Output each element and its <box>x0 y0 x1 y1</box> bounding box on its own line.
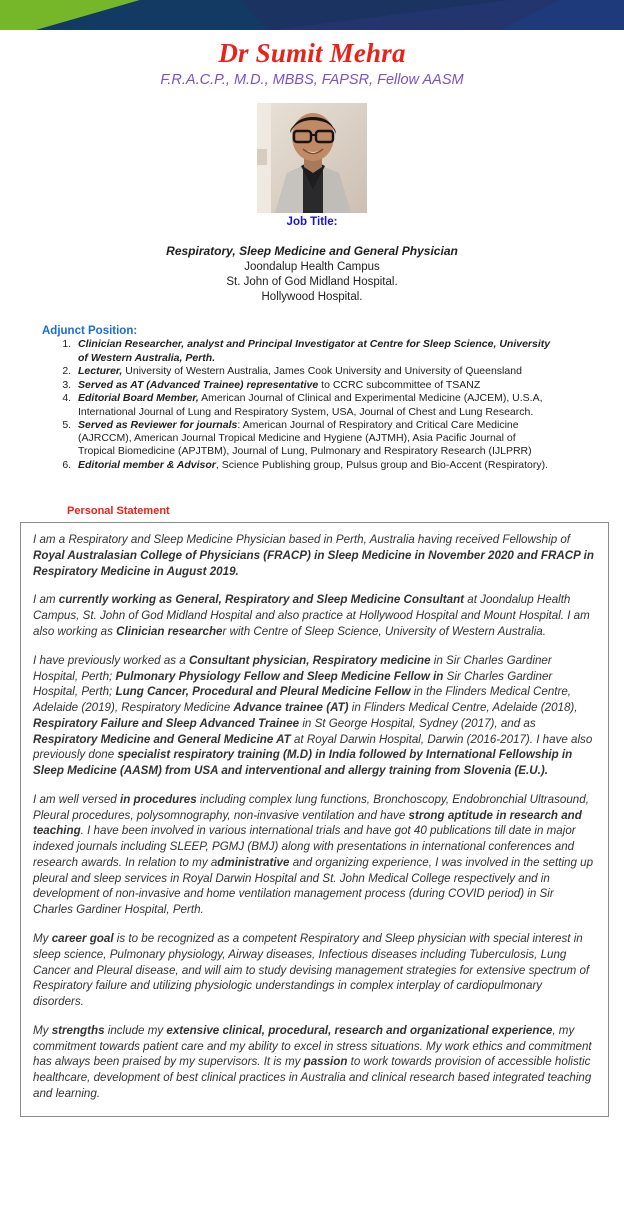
list-item <box>74 459 554 472</box>
ps-emphasis: Royal Australasian College of Physicians (FRACP) in Sleep Medicine in November 2020 and FRACP in Respiratory Medicine in August 2019. <box>33 548 594 578</box>
ps-text: include my <box>104 1023 167 1037</box>
ps-emphasis: currently working as General, Respiratory and Sleep Medicine Consultant <box>58 593 465 607</box>
adjunct-position-label: Adjunct Position: <box>42 325 138 338</box>
ps-text: I am a Respiratory and Sleep Medicine Physician based in Perth, Australia having received Fellowship of <box>33 533 571 547</box>
personal-statement-paragraph <box>33 592 596 639</box>
adjunct-item-bold: Served as Reviewer for journals <box>78 419 238 432</box>
ps-text: , my commitment towards patient care and my ability to excel in stress situations. My work ethics and commitment has always been praised by my supervisors. It is my <box>33 1023 592 1069</box>
adjunct-item-bold: Editorial Board Member, <box>78 392 199 405</box>
ps-text: in the Flinders Medical Centre, Adelaide (2019), Respiratory Medicine <box>33 685 572 715</box>
ps-text: Sir Charles Gardiner Hospital, Perth; <box>33 669 553 699</box>
ps-text: . I have been involved in various international trials and have got 40 publications till date in major indexed journals including SLEEP, PGMJ (BMJ) along with presentations in international conferences and research awards. In relation to my a <box>33 824 576 869</box>
ps-text: in Flinders Medical Centre, Adelaide (2018), <box>348 701 578 715</box>
adjunct-item-bold: Clinician Researcher, analyst and Principal Investigator at Centre for Sleep Science, University of Western Australia, Perth. <box>78 338 551 364</box>
ps-text: and organizing experience, I was involved in the setting up pleural and sleep services in Royal Darwin Hospital and St. John Medical College respectively and in development of non-invasive and home ventilation management process (during COVID period) in Sir Charles Gardiner Hospital, Perth. <box>33 855 594 917</box>
ps-text: to work towards provision of accessible holistic healthcare, development of best clinical practices in Australia and clinical research based integrated teaching and learning. <box>33 1055 592 1100</box>
ps-text: at Joondalup Health Campus, St. John of God Midland Hospital and also practice at Hollywood Hospital and Mount Hospital. I am also working as <box>33 593 590 638</box>
ps-emphasis: specialist respiratory training (M.D) in India followed by International Fellowship in Sleep Medicine (AASM) from USA and interventional and allergy training from Slovenia (E.U.). <box>33 748 573 778</box>
ps-emphasis: dministrative <box>217 855 290 869</box>
personal-statement-paragraph <box>33 792 596 918</box>
ps-emphasis: Pulmonary Physiology Fellow and Sleep Medicine Fellow in <box>115 669 444 683</box>
adjunct-item-bold: Lecturer, <box>78 365 123 378</box>
personal-statement-paragraph <box>33 931 596 1010</box>
personal-statement-label: Personal Statement <box>67 505 170 518</box>
adjunct-item-rest: : American Journal of Respiratory and Critical Care Medicine (AJRCCM), American Journal Tropical Medicine and Hygiene (AJTMH), Asia Pacific Journal of Tropical Biomedicine (APJTBM), Journal of Lung, Pulmonary and Respiratory Research (IJLPRR) <box>78 419 532 458</box>
ps-emphasis: career goal <box>51 932 114 946</box>
adjunct-position-list <box>42 338 554 472</box>
personal-statement-paragraph <box>33 532 596 579</box>
ps-emphasis: Clinician researche <box>116 625 223 638</box>
ps-text: including complex lung functions, Bronchoscopy, Endobronchial Ultrasound, Pleural procedures, polysomnography, non-invasive ventilation and have <box>33 792 589 822</box>
adjunct-item-rest: American Journal of Clinical and Experimental Medicine (AJCEM), U.S.A, International Journal of Lung and Respiratory System, USA, Journal of Chest and Lung Research. <box>78 392 543 418</box>
ps-text: r with Centre of Sleep Science, University of Western Australia. <box>222 625 546 638</box>
ps-text: is to be recognized as a competent Respiratory and Sleep physician with special interest in sleep science, Pulmonary physiology, Airway diseases, Infectious diseases including Tuberculosis, Lung Cancer and Pleural disease, and will aim to study devising management strategies for extensive spectrum of Respiratory failure and utilizing physiologic understandings in complex interplay of cardiopulmonary disorders. <box>33 932 590 1009</box>
ps-text: My <box>33 932 52 946</box>
adjunct-position-section <box>0 325 624 472</box>
ps-emphasis: strengths <box>51 1023 105 1037</box>
list-item <box>74 419 554 458</box>
job-block <box>0 244 624 305</box>
adjunct-item-rest: University of Western Australia, James Cook University and University of Queensland <box>122 365 522 378</box>
adjunct-item-bold: Editorial member & Advisor <box>78 459 216 472</box>
job-place: Joondalup Health Campus <box>244 260 380 273</box>
adjunct-item-rest: , Science Publishing group, Pulsus group and Bio-Accent (Respiratory). <box>215 459 548 472</box>
job-place: Hollywood Hospital. <box>261 291 363 304</box>
header-banner <box>0 0 624 30</box>
ps-text: at Royal Darwin Hospital, Darwin (2016-2017). I have also previously done <box>33 732 593 762</box>
list-item <box>74 338 554 364</box>
adjunct-item-rest: to CCRC subcommittee of TSANZ <box>318 378 481 391</box>
ps-emphasis: in procedures <box>119 792 197 806</box>
ps-text: My <box>33 1023 52 1037</box>
page-title: Dr Sumit Mehra <box>218 38 406 68</box>
ps-emphasis: Consultant physician, Respiratory medicine <box>188 653 431 667</box>
ps-emphasis: Advance trainee (AT) <box>233 701 349 715</box>
personal-statement-box <box>20 522 609 1117</box>
avatar <box>257 103 367 213</box>
ps-text: in St George Hospital, Sydney (2017), and as <box>299 716 536 730</box>
job-title-label: Job Title: <box>286 216 338 229</box>
personal-statement-paragraph <box>33 653 596 779</box>
ps-text: in Sir Charles Gardiner Hospital, Perth; <box>33 653 552 683</box>
ps-emphasis: Lung Cancer, Procedural and Pleural Medicine Fellow <box>115 685 411 699</box>
job-role: Respiratory, Sleep Medicine and General Physician <box>166 244 458 259</box>
list-item <box>74 379 554 392</box>
ps-emphasis: strong aptitude in research and teaching <box>33 808 582 838</box>
ps-emphasis: Respiratory Failure and Sleep Advanced Trainee <box>33 716 300 730</box>
ps-text: I have previously worked as a <box>33 653 189 667</box>
list-item <box>74 392 554 418</box>
credentials-subtitle: F.R.A.C.P., M.D., MBBS, FAPSR, Fellow AASM <box>160 71 464 88</box>
ps-emphasis: Respiratory Medicine and General Medicine AT <box>33 732 291 746</box>
adjunct-item-bold: Served as AT (Advanced Trainee) representative <box>78 378 319 391</box>
job-place: St. John of God Midland Hospital. <box>226 276 398 289</box>
ps-text: I am <box>33 593 59 607</box>
personal-statement-paragraph <box>33 1023 596 1102</box>
name-block <box>0 39 624 89</box>
ps-emphasis: passion <box>303 1055 348 1069</box>
ps-emphasis: extensive clinical, procedural, research and organizational experience <box>166 1023 553 1037</box>
list-item <box>74 365 554 378</box>
ps-text: I am well versed <box>33 792 120 806</box>
